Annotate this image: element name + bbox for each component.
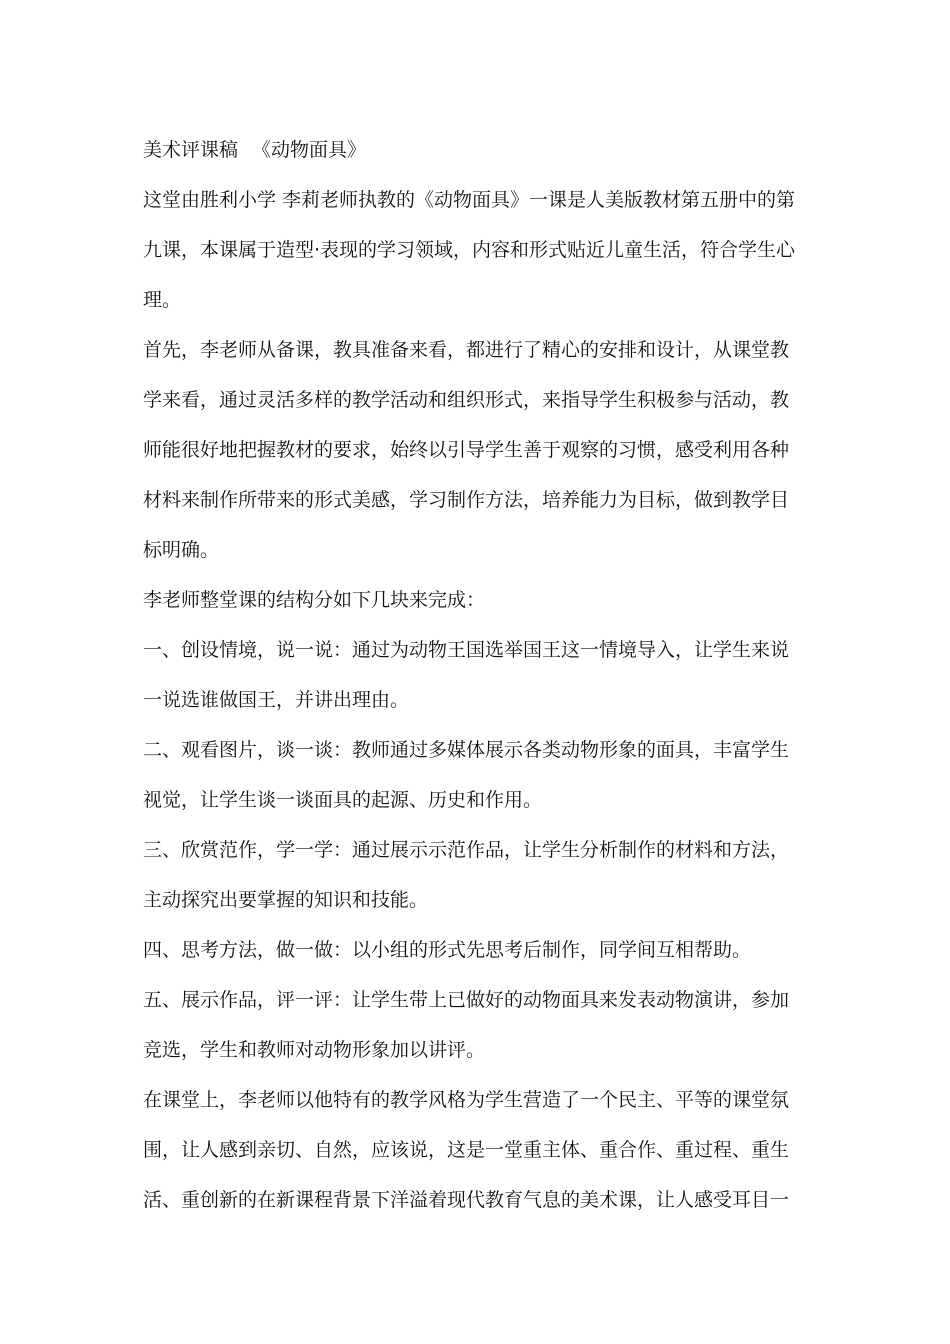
title-book: 《动物面具》 — [252, 139, 367, 161]
title-main: 美术评课稿 — [143, 139, 239, 161]
text-line: 竞选，学生和教师对动物形象加以讲评。 — [143, 1039, 486, 1061]
text-line: 材料来制作所带来的形式美感，学习制作方法，培养能力为目标，做到教学目 — [143, 489, 790, 511]
text-line: 师能很好地把握教材的要求，始终以引导学生善于观察的习惯，感受利用各种 — [143, 439, 790, 461]
document-body — [143, 125, 808, 1225]
text-line: 四、思考方法，做一做：以小组的形式先思考后制作，同学间互相帮助。 — [143, 939, 752, 961]
text-line: 二、观看图片，谈一谈：教师通过多媒体展示各类动物形象的面具，丰富学生 — [143, 739, 790, 761]
text-line: 视觉，让学生谈一谈面具的起源、历史和作用。 — [143, 789, 543, 811]
text-line: 这堂由胜利小学 李莉老师执教的《动物面具》一课是人美版教材第五册中的第 — [143, 189, 796, 211]
text-line: 在课堂上，李老师以他特有的教学风格为学生营造了一个民主、平等的课堂氛 — [143, 1089, 790, 1111]
text-line: 活、重创新的在新课程背景下洋溢着现代教育气息的美术课，让人感受耳目一 — [143, 1189, 790, 1211]
text-line: 围，让人感到亲切、自然，应该说，这是一堂重主体、重合作、重过程、重生 — [143, 1139, 790, 1161]
text-line: 一说选谁做国王，并讲出理由。 — [143, 689, 410, 711]
text-line: 标明确。 — [143, 539, 220, 561]
text-line: 李老师整堂课的结构分如下几块来完成： — [143, 589, 486, 611]
text-line: 三、欣赏范作，学一学：通过展示示范作品，让学生分析制作的材料和方法， — [143, 839, 790, 861]
text-line: 理。 — [143, 289, 182, 311]
text-line: 九课，本课属于造型·表现的学习领域，内容和形式贴近儿童生活，符合学生心 — [143, 239, 796, 261]
document-title — [143, 125, 808, 175]
text-line: 主动探究出要掌握的知识和技能。 — [143, 889, 429, 911]
text-line: 一、创设情境，说一说：通过为动物王国选举国王这一情境导入，让学生来说 — [143, 639, 790, 661]
text-line: 首先，李老师从备课，教具准备来看，都进行了精心的安排和设计，从课堂教 — [143, 339, 790, 361]
text-line: 五、展示作品，评一评：让学生带上已做好的动物面具来发表动物演讲，参加 — [143, 989, 790, 1011]
text-line: 学来看，通过灵活多样的教学活动和组织形式，来指导学生积极参与活动，教 — [143, 389, 790, 411]
